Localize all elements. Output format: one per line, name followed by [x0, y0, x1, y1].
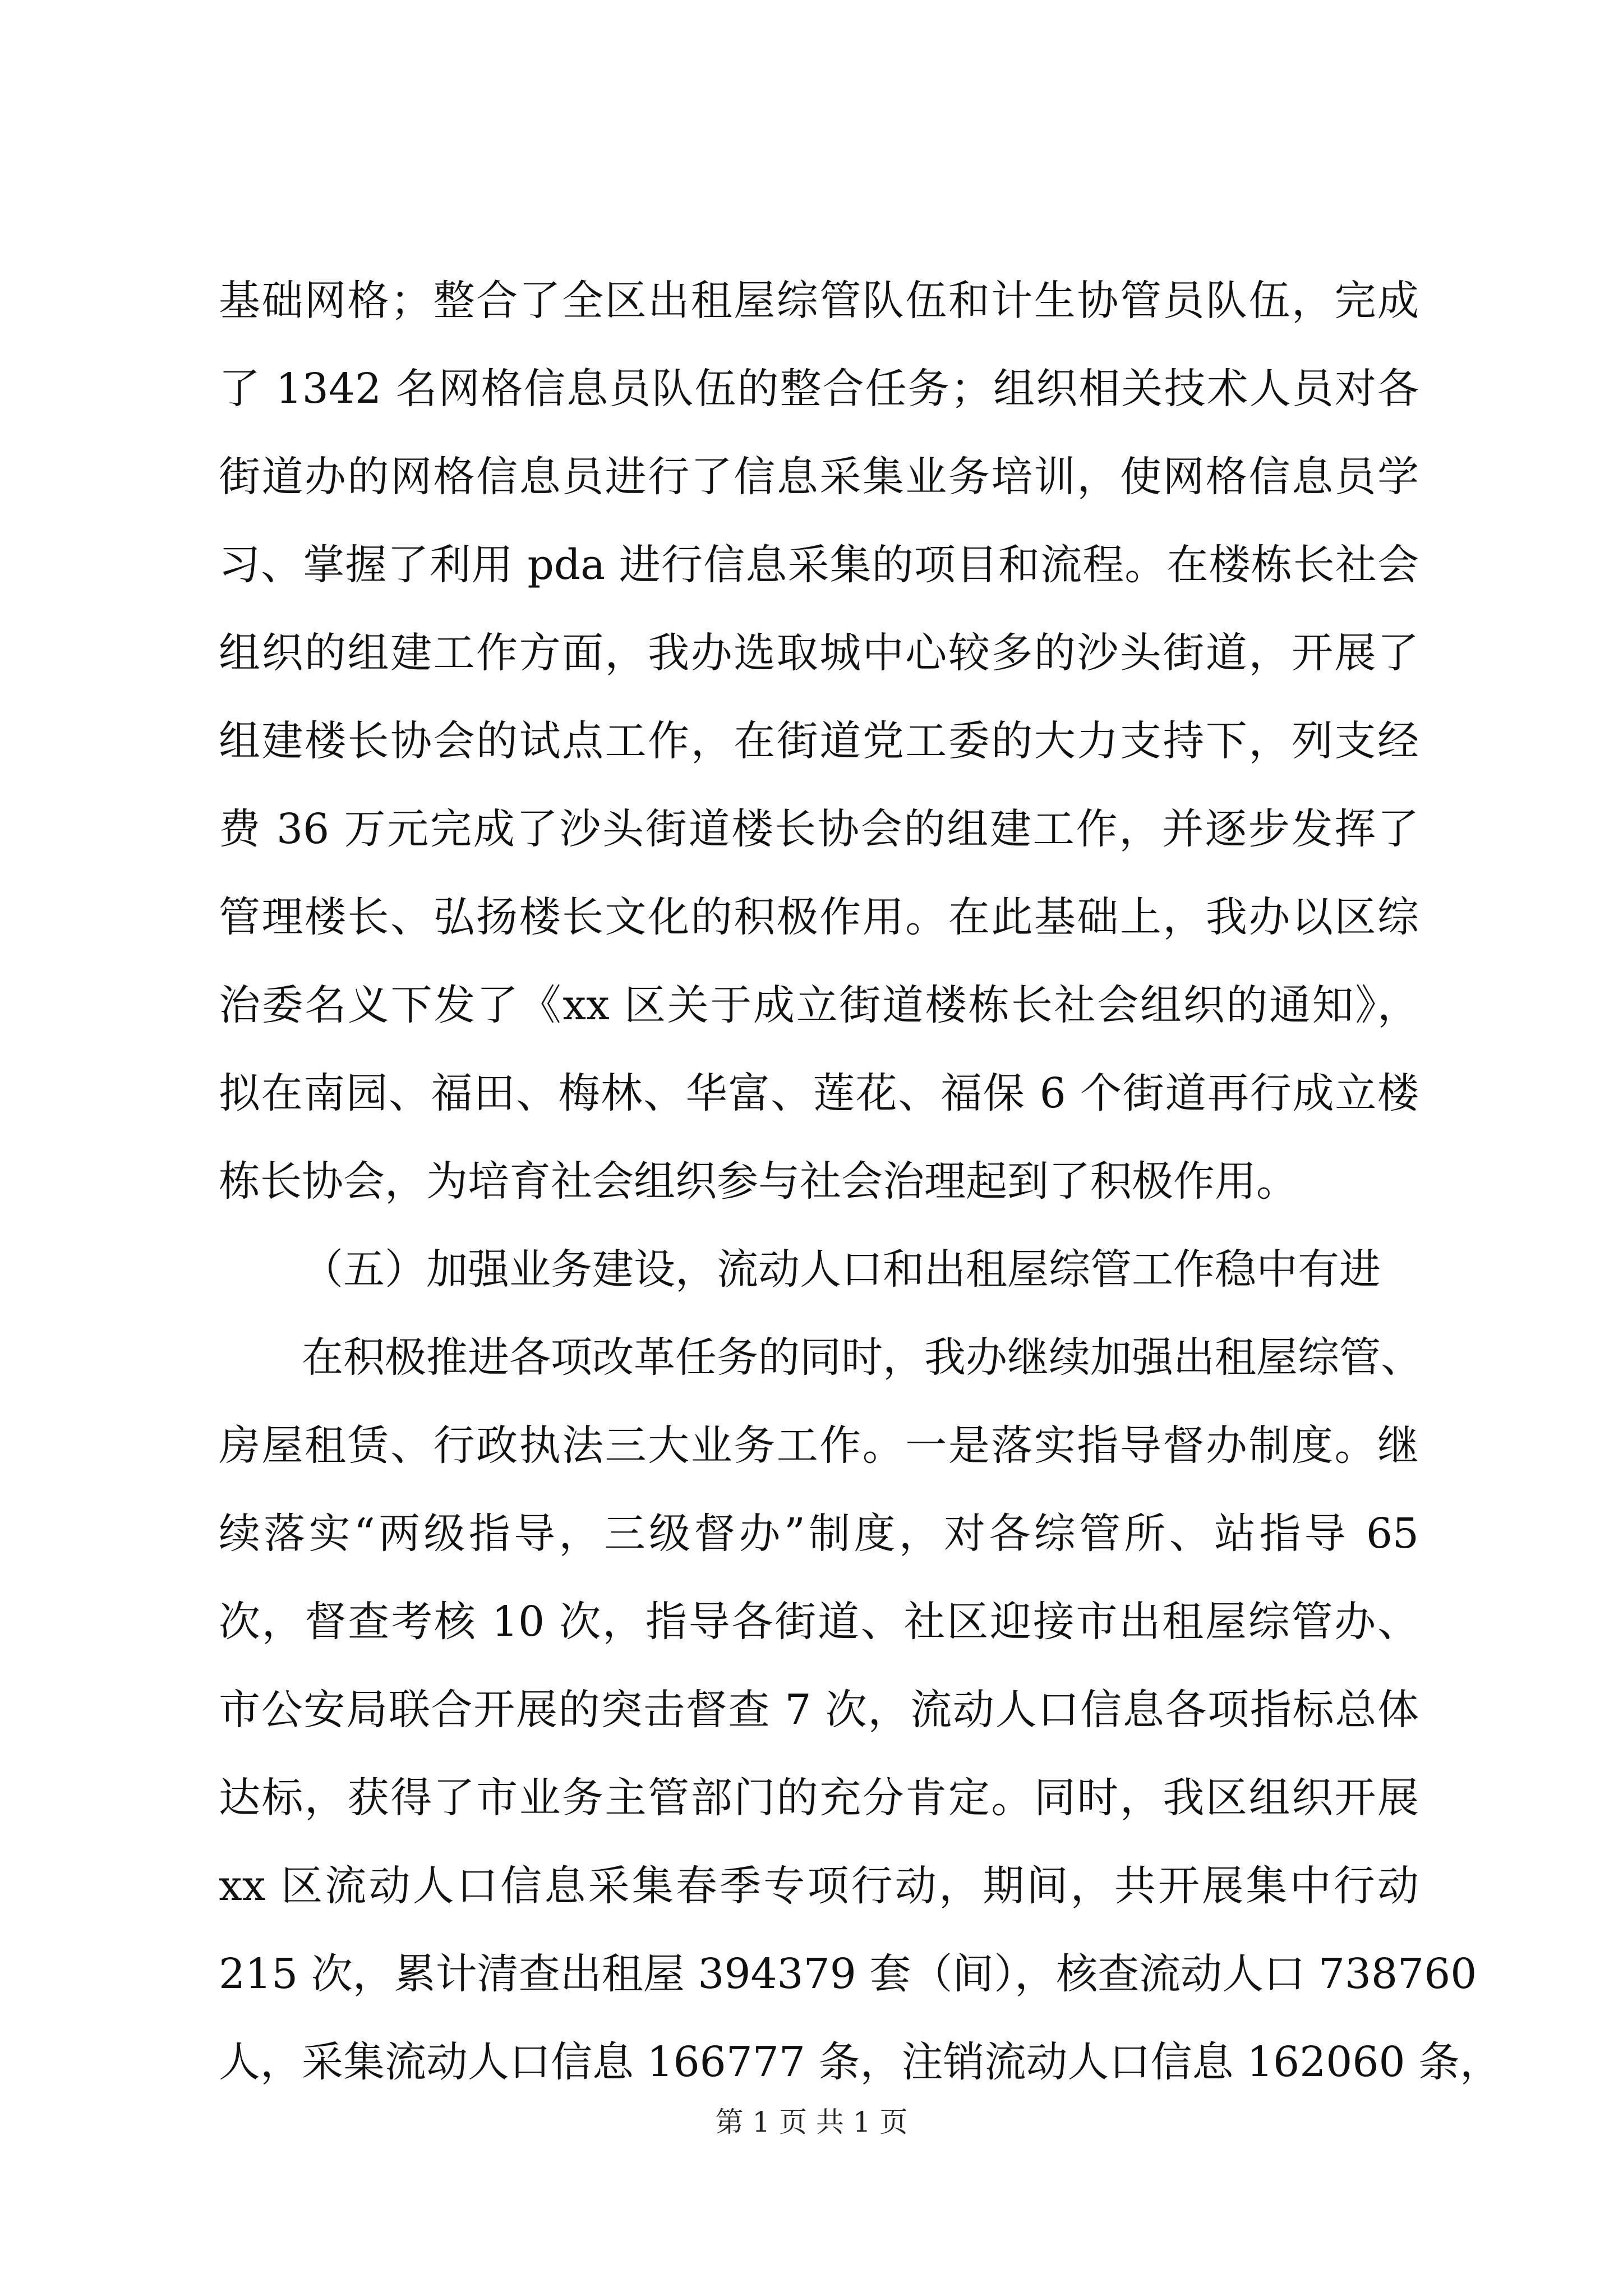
- text-line: 管理楼长、弘扬楼长文化的积极作用。在此基础上，我办以区综: [219, 893, 1419, 941]
- text-line: 市公安局联合开展的突击督查 7 次，流动人口信息各项指标总体: [219, 1686, 1419, 1734]
- text-line: 治委名义下发了《xx 区关于成立街道楼栋长社会组织的通知》，: [219, 981, 1419, 1029]
- text-line: 习、掌握了利用 pda 进行信息采集的项目和流程。在楼栋长社会: [219, 541, 1419, 589]
- text-line: 人，采集流动人口信息 166777 条，注销流动人口信息 162060 条，: [219, 2038, 1502, 2086]
- text-line: 街道办的网格信息员进行了信息采集业务培训，使网格信息员学: [219, 453, 1419, 501]
- text-line: 了 1342 名网格信息员队伍的整合任务；组织相关技术人员对各: [219, 365, 1419, 413]
- text-line: 组织的组建工作方面，我办选取城中心较多的沙头街道，开展了: [219, 629, 1419, 677]
- text-line: 拟在南园、福田、梅林、华富、莲花、福保 6 个街道再行成立楼: [219, 1069, 1419, 1117]
- text-line: 组建楼长协会的试点工作，在街道党工委的大力支持下，列支经: [219, 717, 1419, 765]
- text-line-paragraph-end: 栋长协会，为培育社会组织参与社会治理起到了积极作用。: [219, 1157, 1298, 1205]
- text-line: 续落实“两级指导，三级督办”制度，对各综管所、站指导 65: [219, 1510, 1419, 1558]
- text-line: xx 区流动人口信息采集春季专项行动，期间，共开展集中行动: [219, 1862, 1419, 1910]
- text-line: 次，督查考核 10 次，指导各街道、社区迎接市出租屋综管办、: [219, 1598, 1419, 1646]
- paragraph-first-line: 在积极推进各项改革任务的同时，我办继续加强出租屋综管、: [302, 1333, 1422, 1382]
- document-body: [219, 257, 1502, 2106]
- text-line: 费 36 万元完成了沙头街道楼长协会的组建工作，并逐步发挥了: [219, 805, 1419, 853]
- section-heading: （五）加强业务建设，流动人口和出租屋综管工作稳中有进: [302, 1245, 1381, 1294]
- text-line: 达标，获得了市业务主管部门的充分肯定。同时，我区组织开展: [219, 1774, 1419, 1822]
- text-line: 房屋租赁、行政执法三大业务工作。一是落实指导督办制度。继: [219, 1421, 1419, 1470]
- page-footer: 第 1 页 共 1 页: [715, 2106, 908, 2138]
- text-line: 基础网格；整合了全区出租屋综管队伍和计生协管员队伍，完成: [219, 277, 1419, 325]
- text-line: 215 次，累计清查出租屋 394379 套（间），核查流动人口 738760: [219, 1950, 1477, 1998]
